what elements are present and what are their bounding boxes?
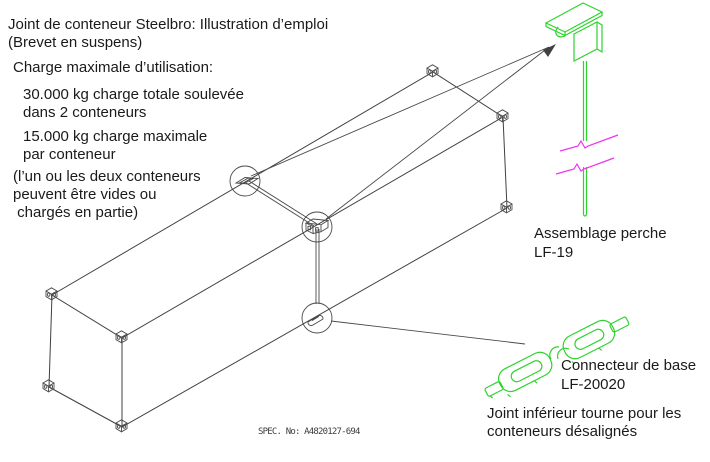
title-line-2: (Brevet en suspens) (8, 34, 143, 51)
base-connector-note-line2: conteneurs désalignés (487, 423, 638, 440)
detail-circle-top-front-joint (302, 212, 332, 242)
pole-assembly-part-number: LF-19 (534, 244, 574, 261)
spec-number: SPEC. No: A4820127-694 (258, 427, 360, 437)
load-item1-line2: dans 2 conteneurs (23, 104, 147, 121)
load-note-line2: peuvent être vides ou (13, 186, 157, 203)
detail-circle-top-rear-joint (230, 166, 260, 196)
base-connector-note-line1: Joint inférieur tourne pour les (487, 405, 682, 422)
container-seam (246, 181, 319, 304)
leader-lines-pole (251, 44, 556, 219)
pole-assembly-label: Assemblage perche (534, 225, 667, 242)
load-item1-line1: 30.000 kg charge totale soulevée (23, 86, 244, 103)
base-connector-label: Connecteur de base (561, 357, 697, 374)
container-wireframe (49, 72, 507, 427)
title-line-1: Joint de conteneur Steelbro: Illustration d’emploi (8, 16, 329, 33)
load-note-line3: chargés en partie) (13, 204, 139, 221)
leader-line-base-connector (331, 321, 525, 344)
base-connector-part-number: LF-20020 (561, 376, 626, 393)
load-item2-line2: par conteneur (23, 146, 116, 163)
detail-circles (230, 166, 332, 333)
pole-assembly-drawing (546, 3, 602, 216)
load-heading: Charge maximale d’utilisation: (13, 59, 214, 76)
load-item2-line1: 15.000 kg charge maximale (23, 128, 208, 145)
load-note-line1: (l’un ou les deux conteneurs (13, 168, 201, 185)
